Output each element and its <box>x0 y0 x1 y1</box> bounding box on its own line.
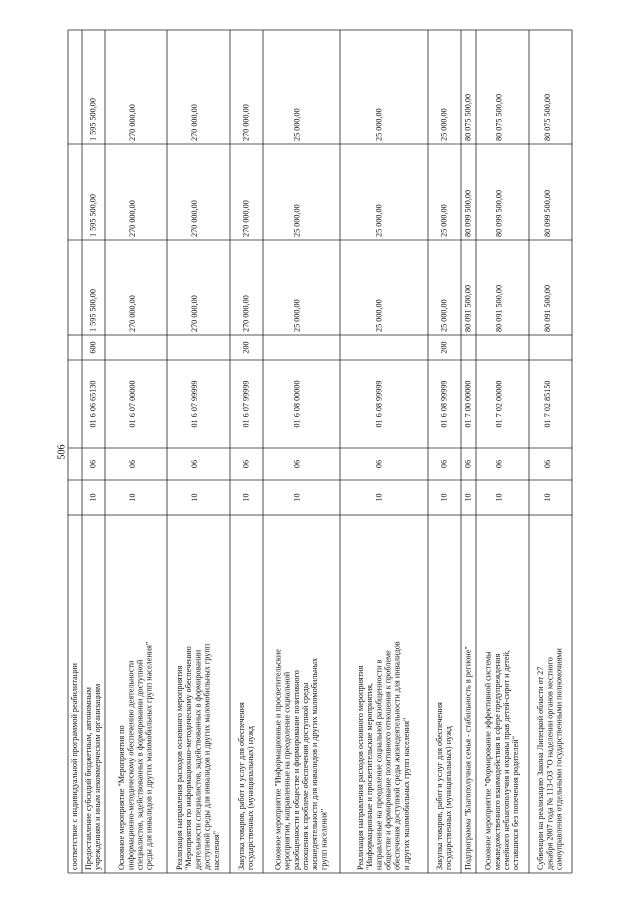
row-name-line: Подпрограмма "Благополучная семья - стабильность в регионе" <box>463 646 473 870</box>
amount-year-1: 270 000,00 <box>241 295 251 332</box>
row-name-line: Предоставление субсидий бюджетным, автономным <box>83 687 93 870</box>
amount-year-3: 25 000,00 <box>292 108 302 141</box>
subchapter-code: 06 <box>292 459 302 469</box>
chapter-code: 10 <box>439 493 449 502</box>
target-article-code: 01 6 08 99999 <box>439 380 449 428</box>
subchapter-code: 06 <box>241 459 251 469</box>
subchapter-code: 06 <box>127 459 137 469</box>
row-name-line: "Информационные и просветительские мероприятия, <box>365 683 375 870</box>
amount-year-2: 1 595 500,00 <box>88 194 98 237</box>
row-name-line: и других маломобильных групп населения" <box>401 717 411 870</box>
row-name-line: обеспечения доступной среды жизнедеятельности для инвалидов <box>392 641 402 870</box>
target-article-code: 01 7 00 00000 <box>463 380 473 428</box>
row-name-line: Субвенции на реализацию Закона Липецкой области от 27 <box>536 666 546 870</box>
expense-type-code: 200 <box>241 341 251 354</box>
amount-year-2: 80 099 500,00 <box>543 189 553 237</box>
chapter-code: 10 <box>127 493 137 502</box>
amount-year-1: 270 000,00 <box>127 295 137 332</box>
chapter-code: 10 <box>190 493 200 502</box>
chapter-code: 10 <box>241 493 251 502</box>
amount-year-3: 80 075 500,00 <box>543 93 553 141</box>
amount-year-2: 80 099 500,00 <box>463 189 473 237</box>
subchapter-code: 06 <box>494 459 504 469</box>
target-article-code: 01 6 07 99999 <box>190 380 200 428</box>
amount-year-3: 270 000,00 <box>241 104 251 141</box>
row-name-line: семейного неблагополучия и охраны прав детей-сирот и детей, <box>501 650 511 870</box>
subchapter-code: 06 <box>439 459 449 469</box>
row-name-line: деятельности специалистов, задействованных в формировании <box>193 649 203 870</box>
row-name-line: отношения к проблеме обеспечения доступной среды <box>300 682 310 870</box>
amount-year-2: 270 000,00 <box>241 200 251 237</box>
target-article-code: 01 6 07 99999 <box>241 380 251 428</box>
row-name-line: государственных (муниципальных) нужд <box>245 726 255 870</box>
row-name-line: жизнедеятельности для инвалидов и других маломобильных <box>310 657 320 870</box>
row-name-line: разобщенности в обществе и формирование позитивного <box>291 670 301 870</box>
expense-type-code: 600 <box>88 341 98 354</box>
amount-year-2: 80 099 500,00 <box>494 189 504 237</box>
row-name-line: информационно-методическому обеспечению деятельности <box>126 660 136 870</box>
expense-type-code: 200 <box>439 341 449 354</box>
amount-year-1: 80 091 500,00 <box>494 284 504 332</box>
row-name-line: обществе и формирование позитивного отношения к проблеме <box>383 650 393 870</box>
row-name-line: самоуправления отдельными государственными полномочиями <box>554 648 564 870</box>
target-article-code: 01 6 08 00000 <box>292 380 302 428</box>
amount-year-1: 25 000,00 <box>439 299 449 332</box>
amount-year-3: 25 000,00 <box>374 108 384 141</box>
row-name-line: "Мероприятия по информационно-методическому обеспечению <box>184 646 194 870</box>
subchapter-code: 06 <box>543 459 553 469</box>
amount-year-1: 80 091 500,00 <box>543 284 553 332</box>
amount-year-2: 25 000,00 <box>439 204 449 237</box>
row-name-line: учреждениям и иным некоммерческим организациям <box>92 683 102 870</box>
amount-year-1: 25 000,00 <box>374 299 384 332</box>
row-name-line: специалистов, задействованных в формировании доступной <box>135 659 145 870</box>
amount-year-3: 1 595 500,00 <box>88 98 98 141</box>
amount-year-2: 270 000,00 <box>190 200 200 237</box>
chapter-code: 10 <box>494 493 504 502</box>
target-article-code: 01 7 02 00000 <box>494 380 504 428</box>
chapter-code: 10 <box>543 493 553 502</box>
row-name-line: среды для инвалидов и других маломобильных групп населения" <box>144 641 154 870</box>
row-name-line: доступной среды для инвалидов и других маломобильных групп <box>202 643 212 870</box>
subchapter-code: 06 <box>88 459 98 469</box>
row-name-line: оставшихся без попечения родителей" <box>511 736 521 870</box>
row-name-line: государственных (муниципальных) нужд <box>443 726 453 870</box>
amount-year-2: 25 000,00 <box>374 204 384 237</box>
row-name-line: Реализация направления расходов основного мероприятия <box>174 665 184 870</box>
subchapter-code: 06 <box>374 459 384 469</box>
row-name-line: мероприятия, направленные на преодоление социальной <box>282 671 292 870</box>
row-name-line: Основное мероприятие "Информационные и просветительские <box>273 649 283 870</box>
amount-year-1: 80 091 500,00 <box>463 284 473 332</box>
amount-year-1: 1 595 500,00 <box>88 289 98 332</box>
amount-year-1: 25 000,00 <box>292 299 302 332</box>
target-article-code: 01 6 06 65130 <box>88 380 98 428</box>
amount-year-3: 270 000,00 <box>190 104 200 141</box>
target-article-code: 01 6 07 00000 <box>127 380 137 428</box>
row-name-line: межведомственного взаимодействия в сфере предупреждения <box>492 653 502 870</box>
amount-year-1: 270 000,00 <box>190 295 200 332</box>
amount-year-3: 270 000,00 <box>127 104 137 141</box>
amount-year-2: 270 000,00 <box>127 200 137 237</box>
amount-year-3: 80 075 500,00 <box>463 93 473 141</box>
subchapter-code: 06 <box>190 459 200 469</box>
target-article-code: 01 6 08 99999 <box>374 380 384 428</box>
amount-year-3: 25 000,00 <box>439 108 449 141</box>
row-name-line: направленные на преодоление социальной разобщенности в <box>374 659 384 870</box>
row-name-line: Закупка товаров, работ и услуг для обеспечения <box>236 702 246 870</box>
row-name-line: декабря 2007 года № 113-ОЗ "О наделении органов местного <box>545 657 555 870</box>
row-name-line: Основное мероприятие "Мероприятия по <box>117 725 127 870</box>
row-name-line: групп населения" <box>319 808 329 870</box>
row-name-line: Основное мероприятие "Формирование эффективной системы <box>483 651 493 870</box>
amount-year-3: 80 075 500,00 <box>494 93 504 141</box>
chapter-code: 10 <box>88 493 98 502</box>
table-rows <box>70 94 564 871</box>
chapter-code: 10 <box>374 493 384 502</box>
row-name-line: населения" <box>211 831 221 870</box>
chapter-code: 10 <box>463 493 473 502</box>
row-name-line: Реализация направления расходов основного мероприятия <box>355 665 365 870</box>
row-name-line: Закупка товаров, работ и услуг для обеспечения <box>434 702 444 870</box>
subchapter-code: 06 <box>463 459 473 469</box>
row-name-line: соответствие с индивидуальной программой реабилитации <box>69 663 79 870</box>
target-article-code: 01 7 02 85150 <box>543 380 553 428</box>
amount-year-2: 25 000,00 <box>292 204 302 237</box>
chapter-code: 10 <box>292 493 302 502</box>
page-number: 506 <box>56 444 68 460</box>
